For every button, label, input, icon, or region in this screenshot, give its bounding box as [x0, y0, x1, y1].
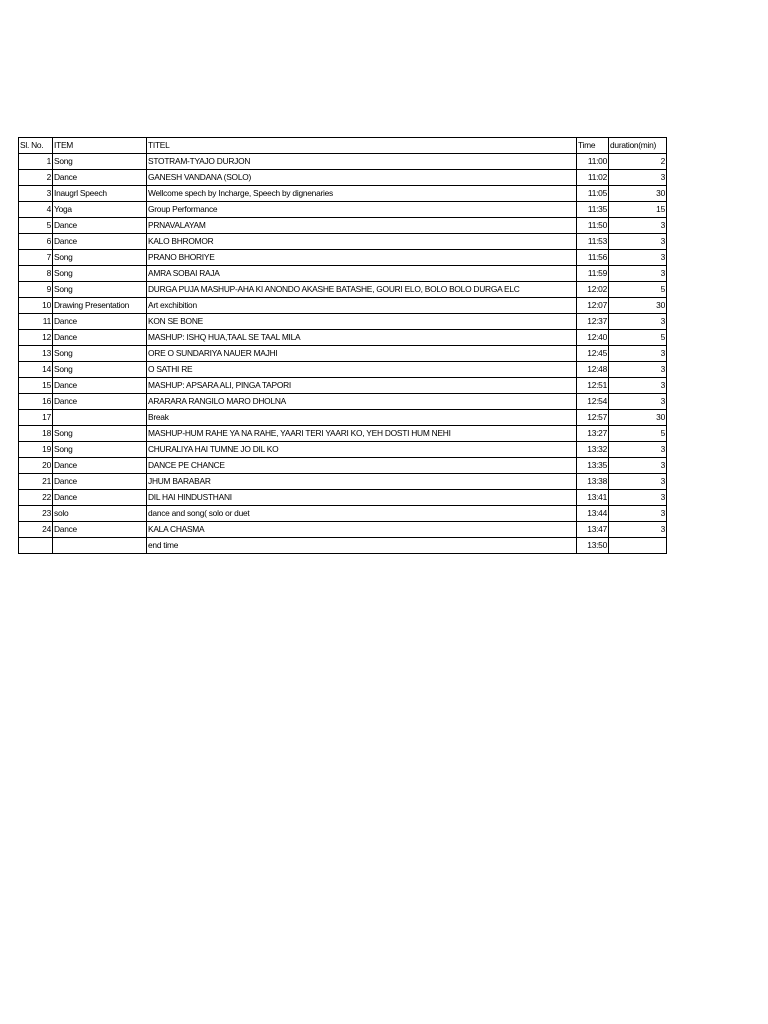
cell-item: Dance: [53, 170, 147, 186]
cell-time: 12:07: [577, 298, 609, 314]
cell-time: 11:35: [577, 202, 609, 218]
cell-item: Song: [53, 266, 147, 282]
table-row: [19, 330, 667, 346]
table-row: [19, 218, 667, 234]
cell-item: Dance: [53, 314, 147, 330]
cell-title: ARARARA RANGILO MARO DHOLNA: [147, 394, 577, 410]
cell-title: ORE O SUNDARIYA NAUER MAJHI: [147, 346, 577, 362]
cell-duration: 5: [609, 282, 667, 298]
cell-duration: 3: [609, 458, 667, 474]
cell-duration: 3: [609, 250, 667, 266]
cell-duration: 2: [609, 154, 667, 170]
cell-title: MASHUP: ISHQ HUA,TAAL SE TAAL MILA: [147, 330, 577, 346]
cell-sl-no: 4: [19, 202, 53, 218]
cell-duration: 3: [609, 346, 667, 362]
cell-sl-no: 15: [19, 378, 53, 394]
cell-sl-no: 24: [19, 522, 53, 538]
cell-time: 11:50: [577, 218, 609, 234]
cell-title: AMRA SOBAI RAJA: [147, 266, 577, 282]
cell-title: STOTRAM-TYAJO DURJON: [147, 154, 577, 170]
table-row: [19, 298, 667, 314]
cell-sl-no: 17: [19, 410, 53, 426]
table-row: [19, 458, 667, 474]
table-row: [19, 506, 667, 522]
cell-item: Song: [53, 426, 147, 442]
table-row: [19, 170, 667, 186]
cell-time: 11:05: [577, 186, 609, 202]
cell-title: Art exchibition: [147, 298, 577, 314]
table-row: [19, 426, 667, 442]
cell-title: KALO BHROMOR: [147, 234, 577, 250]
cell-time: 12:02: [577, 282, 609, 298]
cell-time: 12:54: [577, 394, 609, 410]
cell-item: Drawing Presentation: [53, 298, 147, 314]
cell-item: Dance: [53, 218, 147, 234]
cell-time: 11:00: [577, 154, 609, 170]
cell-time: 12:37: [577, 314, 609, 330]
cell-sl-no: 13: [19, 346, 53, 362]
cell-duration: 30: [609, 298, 667, 314]
cell-time: 12:51: [577, 378, 609, 394]
cell-duration: 3: [609, 266, 667, 282]
cell-title: MASHUP: APSARA ALI, PINGA TAPORI: [147, 378, 577, 394]
cell-sl-no: 11: [19, 314, 53, 330]
table-row: [19, 346, 667, 362]
cell-time: 13:47: [577, 522, 609, 538]
cell-time: 13:44: [577, 506, 609, 522]
cell-sl-no: 9: [19, 282, 53, 298]
cell-sl-no: 1: [19, 154, 53, 170]
cell-item: solo: [53, 506, 147, 522]
cell-time: 11:53: [577, 234, 609, 250]
cell-sl-no: 18: [19, 426, 53, 442]
cell-item: Dance: [53, 490, 147, 506]
cell-title: Wellcome spech by Incharge, Speech by dignenaries: [147, 186, 577, 202]
table-row: [19, 442, 667, 458]
table-row: [19, 474, 667, 490]
cell-time: 12:45: [577, 346, 609, 362]
cell-item: [53, 410, 147, 426]
cell-duration: 3: [609, 314, 667, 330]
cell-item: Song: [53, 442, 147, 458]
cell-item: Song: [53, 250, 147, 266]
cell-title: KON SE BONE: [147, 314, 577, 330]
cell-time: 13:50: [577, 538, 609, 554]
cell-title: KALA CHASMA: [147, 522, 577, 538]
cell-sl-no: 7: [19, 250, 53, 266]
cell-time: 13:35: [577, 458, 609, 474]
table-row: [19, 266, 667, 282]
cell-title: DIL HAI HINDUSTHANI: [147, 490, 577, 506]
header-item: ITEM: [53, 138, 147, 154]
cell-sl-no: [19, 538, 53, 554]
header-sl-no: Sl. No.: [19, 138, 53, 154]
table-row: [19, 394, 667, 410]
header-row: [19, 138, 667, 154]
cell-duration: 3: [609, 362, 667, 378]
cell-sl-no: 8: [19, 266, 53, 282]
table-row: [19, 154, 667, 170]
cell-title: CHURALIYA HAI TUMNE JO DIL KO: [147, 442, 577, 458]
cell-time: 13:38: [577, 474, 609, 490]
table-row: [19, 250, 667, 266]
header-duration: duration(min): [609, 138, 667, 154]
cell-item: Song: [53, 154, 147, 170]
schedule-table-body: [19, 138, 667, 554]
cell-duration: 15: [609, 202, 667, 218]
cell-title: JHUM BARABAR: [147, 474, 577, 490]
table-row: [19, 282, 667, 298]
cell-title: O SATHI RE: [147, 362, 577, 378]
cell-title: DURGA PUJA MASHUP-AHA KI ANONDO AKASHE BATASHE, GOURI ELO, BOLO BOLO DURGA ELC: [147, 282, 577, 298]
cell-duration: 3: [609, 218, 667, 234]
cell-sl-no: 19: [19, 442, 53, 458]
cell-item: Song: [53, 282, 147, 298]
cell-time: 13:41: [577, 490, 609, 506]
cell-time: 11:02: [577, 170, 609, 186]
schedule-table: [18, 137, 667, 554]
cell-item: Dance: [53, 378, 147, 394]
table-row: [19, 538, 667, 554]
cell-item: Dance: [53, 522, 147, 538]
cell-sl-no: 5: [19, 218, 53, 234]
cell-time: 13:32: [577, 442, 609, 458]
header-time: Time: [577, 138, 609, 154]
cell-title: dance and song( solo or duet: [147, 506, 577, 522]
cell-sl-no: 2: [19, 170, 53, 186]
cell-duration: 5: [609, 330, 667, 346]
cell-sl-no: 12: [19, 330, 53, 346]
cell-duration: 3: [609, 234, 667, 250]
cell-title: Break: [147, 410, 577, 426]
cell-duration: 30: [609, 186, 667, 202]
cell-item: Song: [53, 346, 147, 362]
cell-item: Dance: [53, 474, 147, 490]
cell-title: DANCE PE CHANCE: [147, 458, 577, 474]
cell-title: MASHUP-HUM RAHE YA NA RAHE, YAARI TERI YAARI KO, YEH DOSTI HUM NEHI: [147, 426, 577, 442]
cell-sl-no: 16: [19, 394, 53, 410]
table-row: [19, 202, 667, 218]
cell-title: GANESH VANDANA (SOLO): [147, 170, 577, 186]
cell-title: end time: [147, 538, 577, 554]
cell-duration: 3: [609, 522, 667, 538]
cell-sl-no: 10: [19, 298, 53, 314]
table-row: [19, 410, 667, 426]
cell-duration: 3: [609, 490, 667, 506]
table-row: [19, 490, 667, 506]
cell-item: Song: [53, 362, 147, 378]
table-row: [19, 186, 667, 202]
cell-duration: 3: [609, 474, 667, 490]
cell-item: Dance: [53, 330, 147, 346]
cell-sl-no: 22: [19, 490, 53, 506]
cell-duration: 3: [609, 394, 667, 410]
cell-duration: 3: [609, 378, 667, 394]
cell-item: Inaugrl Speech: [53, 186, 147, 202]
cell-duration: 3: [609, 506, 667, 522]
cell-item: [53, 538, 147, 554]
cell-item: Dance: [53, 458, 147, 474]
header-title: TITEL: [147, 138, 577, 154]
cell-time: 13:27: [577, 426, 609, 442]
cell-title: PRANO BHORIYE: [147, 250, 577, 266]
cell-sl-no: 21: [19, 474, 53, 490]
cell-time: 11:56: [577, 250, 609, 266]
cell-sl-no: 14: [19, 362, 53, 378]
table-row: [19, 314, 667, 330]
cell-time: 11:59: [577, 266, 609, 282]
cell-sl-no: 20: [19, 458, 53, 474]
cell-time: 12:48: [577, 362, 609, 378]
cell-item: Yoga: [53, 202, 147, 218]
cell-sl-no: 23: [19, 506, 53, 522]
table-row: [19, 522, 667, 538]
cell-time: 12:40: [577, 330, 609, 346]
table-row: [19, 378, 667, 394]
cell-duration: 30: [609, 410, 667, 426]
cell-sl-no: 6: [19, 234, 53, 250]
cell-duration: 3: [609, 442, 667, 458]
cell-duration: 5: [609, 426, 667, 442]
table-row: [19, 234, 667, 250]
cell-item: Dance: [53, 394, 147, 410]
cell-time: 12:57: [577, 410, 609, 426]
cell-sl-no: 3: [19, 186, 53, 202]
cell-item: Dance: [53, 234, 147, 250]
cell-title: PRNAVALAYAM: [147, 218, 577, 234]
table-row: [19, 362, 667, 378]
cell-title: Group Performance: [147, 202, 577, 218]
cell-duration: [609, 538, 667, 554]
cell-duration: 3: [609, 170, 667, 186]
